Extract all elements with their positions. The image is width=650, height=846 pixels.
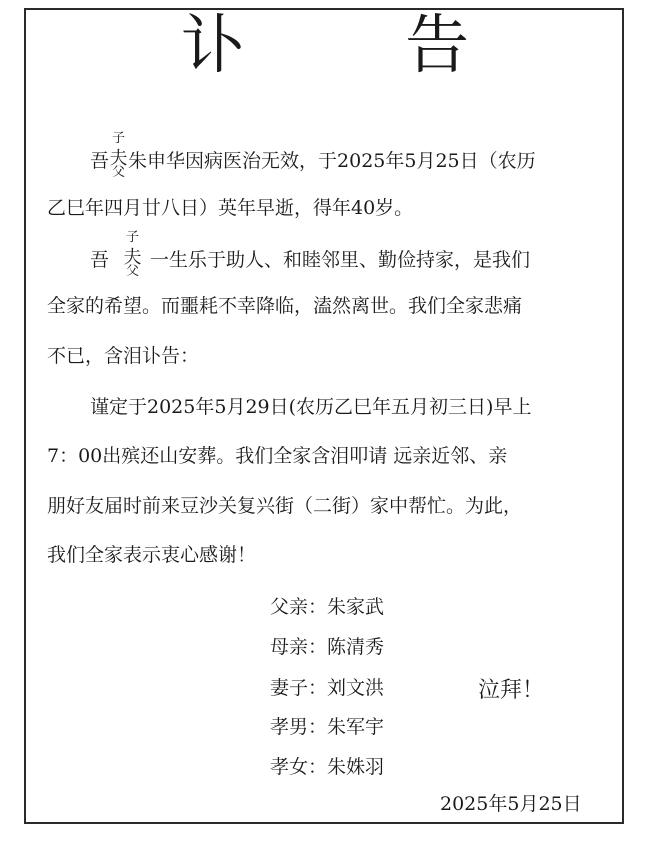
para2-prefix: 吾 xyxy=(90,249,110,271)
signer-role: 父亲： xyxy=(270,596,328,618)
signer-name: 刘文洪 xyxy=(327,677,385,699)
para3-line2: 7：00出殡还山安葬。我们全家含泪叩请 远亲近邻、亲 xyxy=(47,445,508,467)
para1-rel-mid: 夫 xyxy=(109,148,128,169)
para2-rel-mid: 夫 xyxy=(123,247,142,268)
kneel-text: 泣拜！ xyxy=(478,678,545,703)
notice-date: 2025年5月25日 xyxy=(440,793,582,815)
signer-name: 朱家武 xyxy=(327,596,385,618)
para1-line2: 乙巳年四月廿八日）英年早逝，得年40岁。 xyxy=(47,197,414,219)
signer-name: 朱姝羽 xyxy=(327,756,385,778)
para1-line1-text: 朱申华因病医治无效，于2025年5月25日（农历 xyxy=(128,150,536,172)
para3-line1: 谨定于2025年5月29日(农历乙巳年五月初三日)早上 xyxy=(90,396,532,418)
para1-rel-top: 子 xyxy=(112,131,126,146)
para3-line3: 朋好友届时前来豆沙关复兴街（二街）家中帮忙。为此， xyxy=(47,495,523,517)
para2-rel-bot: 父 xyxy=(126,264,140,279)
para2-line1 xyxy=(90,230,531,279)
para1-rel-bot: 父 xyxy=(112,165,126,180)
signer-name: 陈清秀 xyxy=(327,636,385,658)
para2-rel-top: 子 xyxy=(126,230,140,245)
para2-line1-text: 一生乐于助人、和睦邻里、勤俭持家，是我们 xyxy=(150,249,531,271)
signer-mother xyxy=(270,638,384,657)
signer-father xyxy=(270,598,384,617)
signer-role: 孝男： xyxy=(270,716,328,738)
para1-relation xyxy=(109,131,128,180)
signer-role: 孝女： xyxy=(270,756,328,778)
signer-daughter xyxy=(270,758,384,777)
para1-prefix: 吾 xyxy=(90,150,110,172)
para2-line3: 不已，含泪讣告： xyxy=(47,345,200,367)
para3-line4: 我们全家表示衷心感谢！ xyxy=(47,544,257,566)
signer-role: 母亲： xyxy=(270,636,328,658)
signer-wife xyxy=(270,679,384,698)
para2-line2: 全家的希望。而噩耗不幸降临，溘然离世。我们全家悲痛 xyxy=(47,295,523,317)
signer-name: 朱军宇 xyxy=(327,716,385,738)
signer-role: 妻子： xyxy=(270,677,328,699)
notice-title: 讣 告 xyxy=(180,9,540,83)
para2-relation xyxy=(123,230,142,279)
signer-son xyxy=(270,718,384,737)
para1-line1 xyxy=(90,131,536,180)
